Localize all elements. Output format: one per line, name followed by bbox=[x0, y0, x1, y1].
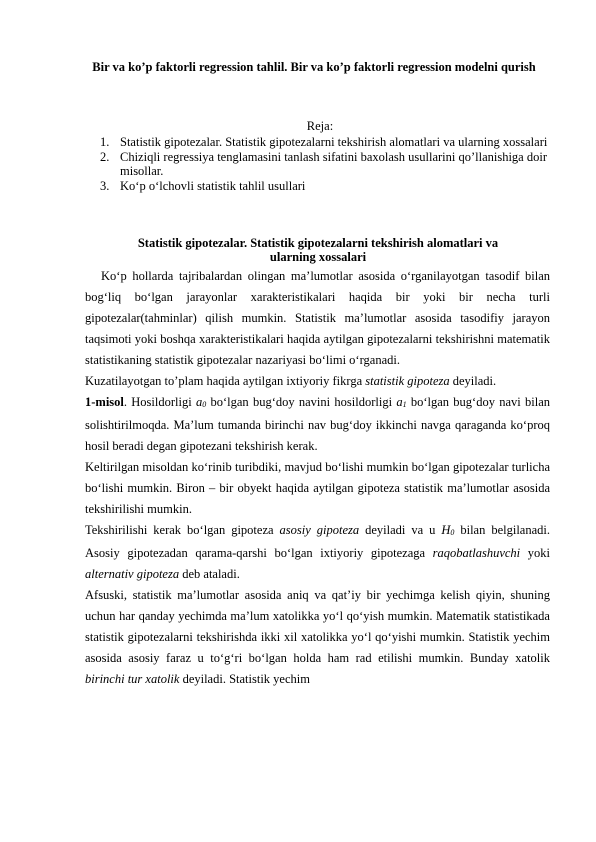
paragraph: Keltirilgan misoldan ko‘rinib turibdiki, mavjud bo‘lishi mumkin bo‘lgan gipotezalar turlicha bo‘lishi mumkin. Biron – bir obyekt haqida aytilgan gipoteza statistik ma’lumotlar asosida tekshirilishi mumkin. bbox=[85, 460, 550, 516]
paragraph bbox=[85, 371, 550, 392]
text-run: deyiladi. bbox=[449, 374, 497, 388]
document-title: Bir va ko’p faktorli regression tahlil. Bir va ko’p faktorli regression modelni qurish bbox=[92, 60, 536, 74]
plan-heading: Reja: bbox=[306, 119, 334, 133]
text-run: Tekshirilishi kerak bo‘lgan gipoteza bbox=[85, 523, 280, 537]
plan-item-text: Ko‘p o‘lchovli statistik tahlil usullari bbox=[120, 178, 306, 193]
math-subscript: 0 bbox=[450, 528, 455, 537]
plan-item bbox=[100, 179, 560, 194]
term-asosiy-gipoteza: asosiy gipoteza bbox=[279, 523, 360, 537]
paragraph bbox=[85, 392, 550, 457]
text-run: deb ataladi. bbox=[179, 567, 240, 581]
text-run: bo‘lgan bug‘doy navi bilan solishtirilmoqda. Ma’lum tumanda birinchi nav bug‘doy ikkinchi navga qaraganda ko‘proq hosil beradi degan gipotezani tekshirish kerak. bbox=[85, 395, 550, 453]
term-raqobatlashuvchi: raqobatlashuvchi bbox=[432, 546, 521, 560]
term-birinchi-tur-xatolik: birinchi tur xatolik bbox=[85, 672, 180, 686]
plan-item-number: 2. bbox=[100, 149, 110, 164]
paragraph bbox=[85, 520, 550, 585]
section-heading: Statistik gipotezalar. Statistik gipotezalarni tekshirish alomatlari va ularning xossalari bbox=[137, 236, 499, 264]
math-h0 bbox=[441, 523, 454, 537]
text-run: yoki bbox=[520, 546, 550, 560]
text-run: deyiladi. Statistik yechim bbox=[179, 672, 310, 686]
math-symbol: H bbox=[441, 523, 451, 537]
plan-item bbox=[100, 150, 560, 179]
plan-item bbox=[100, 135, 560, 150]
term-alternativ-gipoteza: alternativ gipoteza bbox=[85, 567, 180, 581]
plan-item-number: 1. bbox=[100, 135, 110, 149]
plan-item-text: Statistik gipotezalar. Statistik gipotezalarni tekshirish alomatlari va ularning xossalari bbox=[120, 135, 548, 149]
math-subscript: 0 bbox=[202, 400, 207, 409]
text-run: Kuzatilayotgan to’plam haqida aytilgan ixtiyoriy fikrga bbox=[85, 374, 366, 388]
text-run: Afsuski, statistik ma’lumotlar asosida aniq va qat’iy bir yechimga kelish qiyin, shuning uchun har qanday yechimda ma’lum xatolikka yo‘l qo‘yish mumkin. Matematik statistikada statistik gipotezalarni tekshirishda ikki xil xatolikka yo‘l qo‘yishi mumkin. Statistik yechim asosida asosiy faraz u to‘g‘ri bo‘lgan holda ham rad etilishi mumkin. Bunday xatolik bbox=[85, 588, 550, 665]
text-run: . Hosildorligi bbox=[123, 395, 196, 409]
paragraph: Ko‘p hollarda tajribalardan olingan ma’lumotlar asosida o‘rganilayotgan tasodif bilan bog‘liq bo‘lgan jarayonlar xarakteristikalari haqida bir yoki bir necha turli gipotezalar(tahminlar) qilish mumkin. Statistik ma’lumotlar asosida tasodifiy jarayon taqsimoti yoki boshqa xarakteristikalari haqida aytilgan gipotezalarni tekshirishni matematik statistikaning statistik gipotezalar nazariyasi bo‘limi o‘rganadi. bbox=[85, 269, 550, 367]
plan-list bbox=[100, 135, 560, 193]
math-symbol: a bbox=[396, 395, 403, 409]
term-statistik-gipoteza: statistik gipoteza bbox=[365, 374, 450, 388]
text-run: bo‘lgan bug‘doy navini hosildorligi bbox=[206, 395, 397, 409]
plan-item-text: Chiziqli regressiya tenglamasini tanlash sifatini baxolash usullarini qo’llanishiga doir misollar. bbox=[120, 149, 547, 178]
paragraph bbox=[85, 585, 550, 690]
math-subscript: 1 bbox=[402, 400, 407, 409]
math-a1 bbox=[396, 395, 406, 409]
math-symbol: a bbox=[195, 395, 203, 409]
text-run: bilan belgilanadi. Asosiy gipotezadan qarama-qarshi bo‘lgan ixtiyoriy gipotezaga bbox=[85, 523, 550, 560]
math-a0 bbox=[196, 395, 206, 409]
example-label: 1-misol bbox=[85, 395, 124, 409]
body-text bbox=[85, 266, 550, 690]
plan-item-number: 3. bbox=[100, 178, 110, 193]
text-run: deyiladi va u bbox=[359, 523, 442, 537]
